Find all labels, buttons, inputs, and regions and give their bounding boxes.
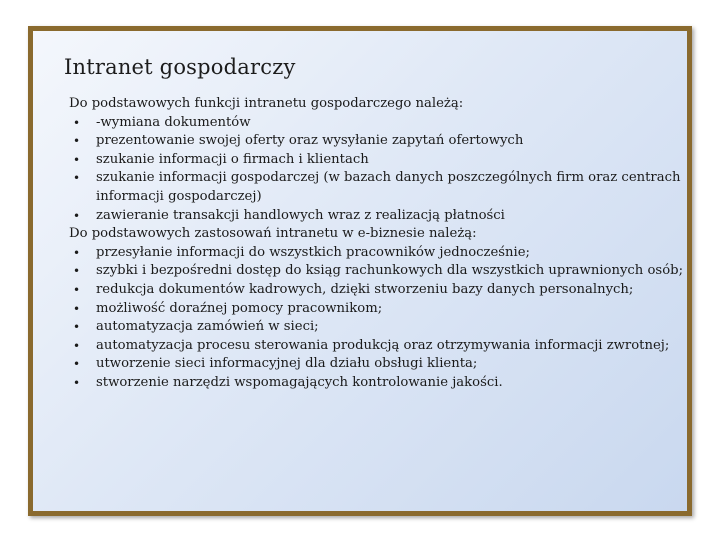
section2-heading: Do podstawowych zastosowań intranetu w e-biznesie należą: xyxy=(69,226,477,242)
bullet-icon: • xyxy=(73,357,81,372)
list-item-text: szybki i bezpośredni dostęp do ksiąg rachunkowych dla wszystkich uprawnionych osób; xyxy=(96,263,684,279)
list-item xyxy=(69,132,689,151)
bullet-icon: • xyxy=(73,264,81,279)
section1-heading: Do podstawowych funkcji intranetu gospodarczego należą: xyxy=(69,96,464,111)
bullet-icon: • xyxy=(73,320,81,335)
bullet-icon: • xyxy=(73,375,81,390)
list-item-text: -wymiana dokumentów xyxy=(96,114,251,130)
slide xyxy=(28,26,692,516)
list-item-text: utworzenie sieci informacyjnej dla działu obsługi klienta; xyxy=(96,356,478,372)
list-item xyxy=(69,151,689,170)
list-item xyxy=(69,114,689,133)
list-item-text: prezentowanie swojej oferty oraz wysyłanie zapytań ofertowych xyxy=(96,133,524,149)
bullet-icon: • xyxy=(73,282,81,297)
list-item xyxy=(69,337,689,356)
bullet-icon: • xyxy=(73,152,81,167)
list-item-text: redukcja dokumentów kadrowych, dzięki stworzeniu bazy danych personalnych; xyxy=(96,281,634,297)
list-item-text: stworzenie narzędzi wspomagających kontrolowanie jakości. xyxy=(96,374,503,390)
list-item-text: przesyłanie informacji do wszystkich pracowników jednocześnie; xyxy=(96,244,530,260)
list-item xyxy=(69,262,689,281)
slide-title: Intranet gospodarczy xyxy=(64,55,296,79)
list-item xyxy=(69,281,689,300)
list-item-text: zawieranie transakcji handlowych wraz z realizacją płatności xyxy=(96,207,505,223)
list-item-text: automatyzacja procesu sterowania produkcją oraz otrzymywania informacji zwrotnej; xyxy=(96,337,670,353)
section2-list xyxy=(69,244,689,393)
list-item xyxy=(69,244,689,263)
list-item-text: szukanie informacji o firmach i klientach xyxy=(96,151,369,167)
bullet-icon: • xyxy=(73,301,81,316)
list-item xyxy=(69,300,689,319)
bullet-icon: • xyxy=(73,171,81,186)
bullet-icon: • xyxy=(73,115,81,130)
list-item-text: możliwość doraźnej pomocy pracownikom; xyxy=(96,300,383,316)
bullet-icon: • xyxy=(73,134,81,149)
list-item xyxy=(69,355,689,374)
bullet-icon: • xyxy=(73,338,81,353)
list-item-text: szukanie informacji gospodarczej (w bazach danych poszczególnych firm oraz centrach informacji gospodarczej) xyxy=(96,170,681,204)
list-item-text: automatyzacja zamówień w sieci; xyxy=(96,319,319,335)
list-item xyxy=(69,318,689,337)
list-item xyxy=(69,374,689,393)
slide-content xyxy=(69,95,689,393)
list-item xyxy=(69,169,689,206)
list-item xyxy=(69,207,689,226)
section1-list xyxy=(69,114,689,226)
bullet-icon: • xyxy=(73,208,81,223)
bullet-icon: • xyxy=(73,245,81,260)
